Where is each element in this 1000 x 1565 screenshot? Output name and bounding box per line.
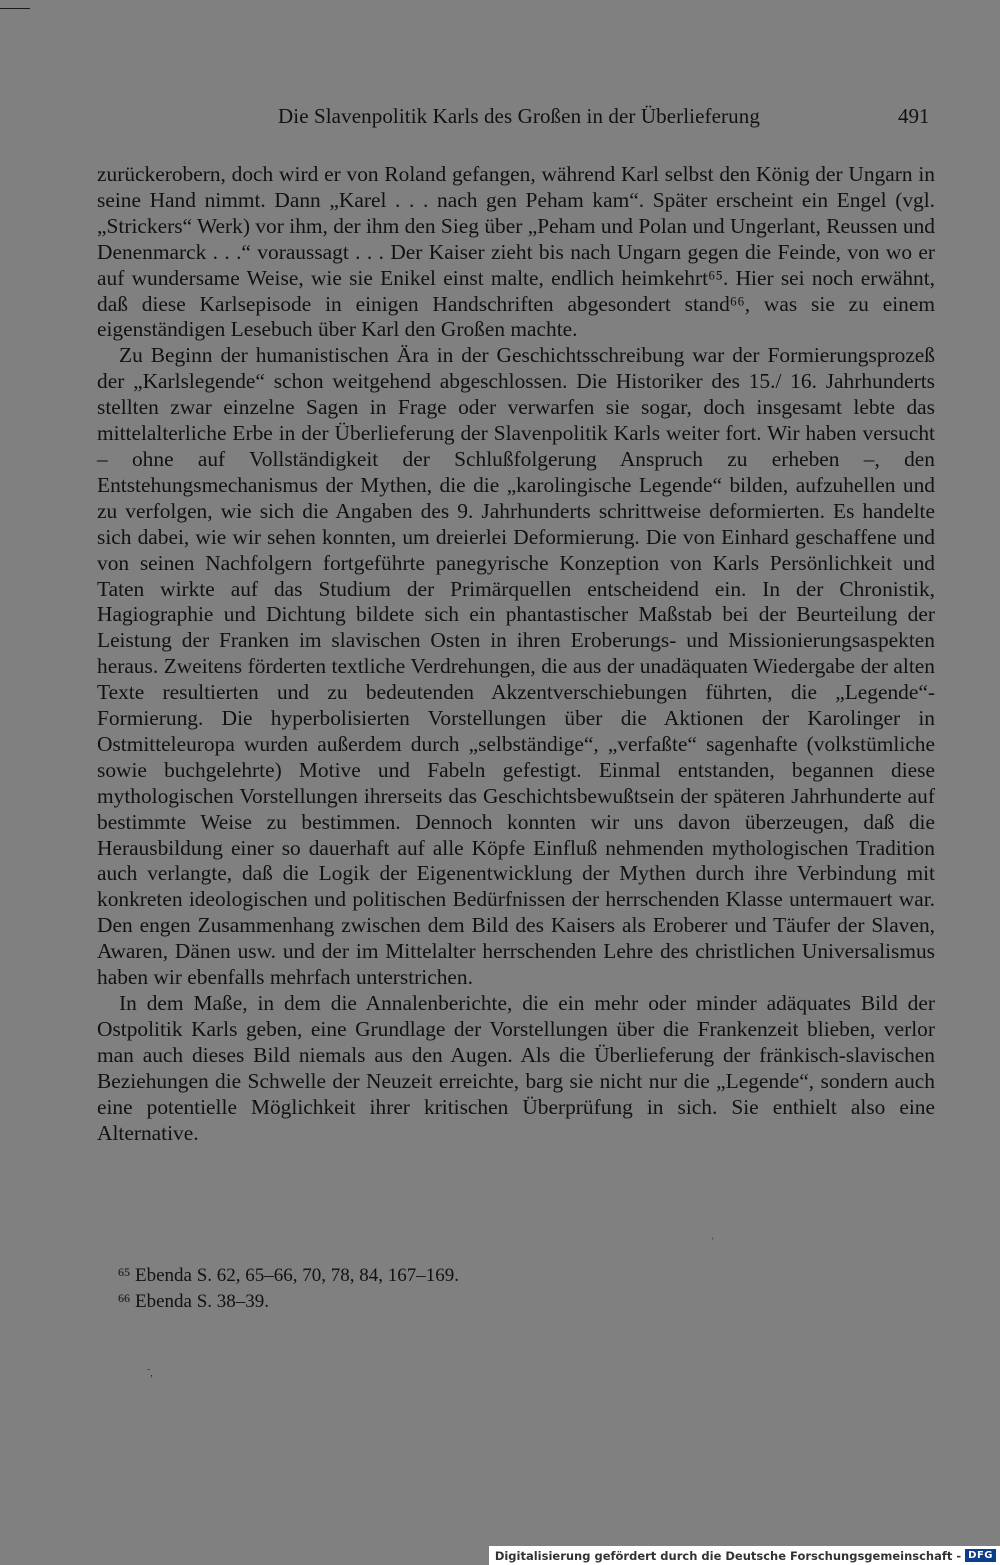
footnotes	[118, 1261, 718, 1313]
running-head: Die Slavenpolitik Karls des Großen in der Überlieferung	[278, 104, 760, 128]
scan-speck: '	[712, 1236, 714, 1246]
footnote-number: 65	[118, 1265, 130, 1279]
digitization-credit-bar	[489, 1546, 1000, 1565]
dfg-logo-icon: DFG	[965, 1549, 996, 1562]
credit-text: Digitalisierung gefördert durch die Deutsche Forschungsgemeinschaft -	[494, 1548, 962, 1563]
page-number: 491	[898, 104, 930, 128]
footnote-65	[118, 1261, 718, 1287]
footnote-number: 66	[118, 1291, 130, 1305]
paragraph-3: In dem Maße, in dem die Annalenberichte, die ein mehr oder minder adäquates Bild der Ostpolitik Karls geben, eine Grundlage der Vorstellungen über die Frankenzeit blieben, verlor man auch dieses Bild niemals aus den Augen. Als die Überlieferung der fränkisch-slavischen Beziehungen die Schwelle der Neuzeit erreichte, barg sie nicht nur die „Legende“, sondern auch eine potentielle Möglichkeit ihrer kritischen Überprüfung in sich. Sie enthielt also eine Alternative.	[97, 991, 935, 1145]
paragraph-2: Zu Beginn der humanistischen Ära in der Geschichtsschreibung war der Formierungsprozeß der „Karlslegende“ schon weitgehend abgeschlossen. Die Historiker des 15./ 16. Jahrhunderts stellten zwar einzelne Sagen in Frage oder verwarfen sie sogar, doch insgesamt lebte das mittelalterliche Erbe in der Überlieferung der Slavenpolitik Karls weiter fort. Wir haben versucht – ohne auf Vollständigkeit der Schlußfolgerung Anspruch zu erheben –, den Entstehungsmechanismus der Mythen, die die „karolingische Legende“ bilden, aufzuhellen und zu verfolgen, wie sich die Angaben des 9. Jahrhunderts schrittweise deformierten. Es handelte sich dabei, wie wir sehen konnten, um dreierlei Deformierung. Die von Einhard geschaffene und von seinen Nachfolgern fortgeführte panegyrische Konzeption von Karls Persönlichkeit und Taten wirkte auf das Studium der Primärquellen entscheidend ein. In der Chronistik, Hagiographie und Dichtung bildete sich ein phantastischer Maßstab bei der Beurteilung der Leistung der Franken im slavischen Osten in ihren Eroberungs- und Missionierungsaspekten heraus. Zweitens förderten textliche Verdrehungen, die aus der unadäquaten Wiedergabe der alten Texte resultierten und zu bedeutenden Akzentverschiebungen führten, die „Legende“-Formierung. Die hyperbolisierten Vorstellungen über die Aktionen der Karolinger in Ostmitteleuropa wurden außerdem durch „selbständige“, „verfaßte“ sagenhafte (volkstümliche sowie buchgelehrte) Motive und Fabeln gefestigt. Einmal entstanden, begannen diese mythologischen Vorstellungen ihrerseits das Geschichtsbewußtsein der späteren Jahrhunderte auf bestimmte Weise zu bestimmen. Dennoch konnten wir uns davon überzeugen, daß die Herausbildung einer so dauerhaft auf alle Köpfe Einfluß nehmenden mythologischen Tradition auch verlangte, daß die Logik der Eigenentwicklung der Mythen durch ihre Verbindung mit konkreten ideologischen und politischen Bedürfnissen der herrschenden Klasse untermauert war. Den engen Zusammenhang zwischen dem Bild des Kaisers als Eroberer und Täufer der Slaven, Awaren, Dänen usw. und der im Mittelalter herrschenden Lehre des christlichen Universalismus haben wir ebenfalls mehrfach unterstrichen.	[97, 343, 935, 990]
footnote-66	[118, 1287, 718, 1313]
footnote-text: Ebenda S. 38–39.	[135, 1291, 270, 1312]
paragraph-1: zurückerobern, doch wird er von Roland gefangen, während Karl selbst den König der Ungarn in seine Hand nimmt. Dann „Karel . . . nach gen Peham kam“. Später erscheint ein Engel (vgl. „Strickers“ Werk) vor ihm, der ihm den Sieg über „Peham und Polan und Ungerlant, Reussen und Denenmarck . . .“ voraussagt . . . Der Kaiser zieht bis nach Ungarn gegen die Feinde, von wo er auf wundersame Weise, wie sie Enikel einst malte, endlich heimkehrt⁶⁵. Hier sei noch erwähnt, daß diese Karlsepisode in einigen Handschriften abgesondert stand⁶⁶, was sie zu einem eigenständigen Lesebuch über Karl den Großen machte.	[97, 162, 935, 342]
scan-corner-mark	[0, 8, 30, 9]
footnote-text: Ebenda S. 62, 65–66, 70, 78, 84, 167–169.	[135, 1265, 460, 1286]
body-text	[97, 162, 935, 1146]
scan-smudge: ˜,	[147, 1368, 153, 1379]
